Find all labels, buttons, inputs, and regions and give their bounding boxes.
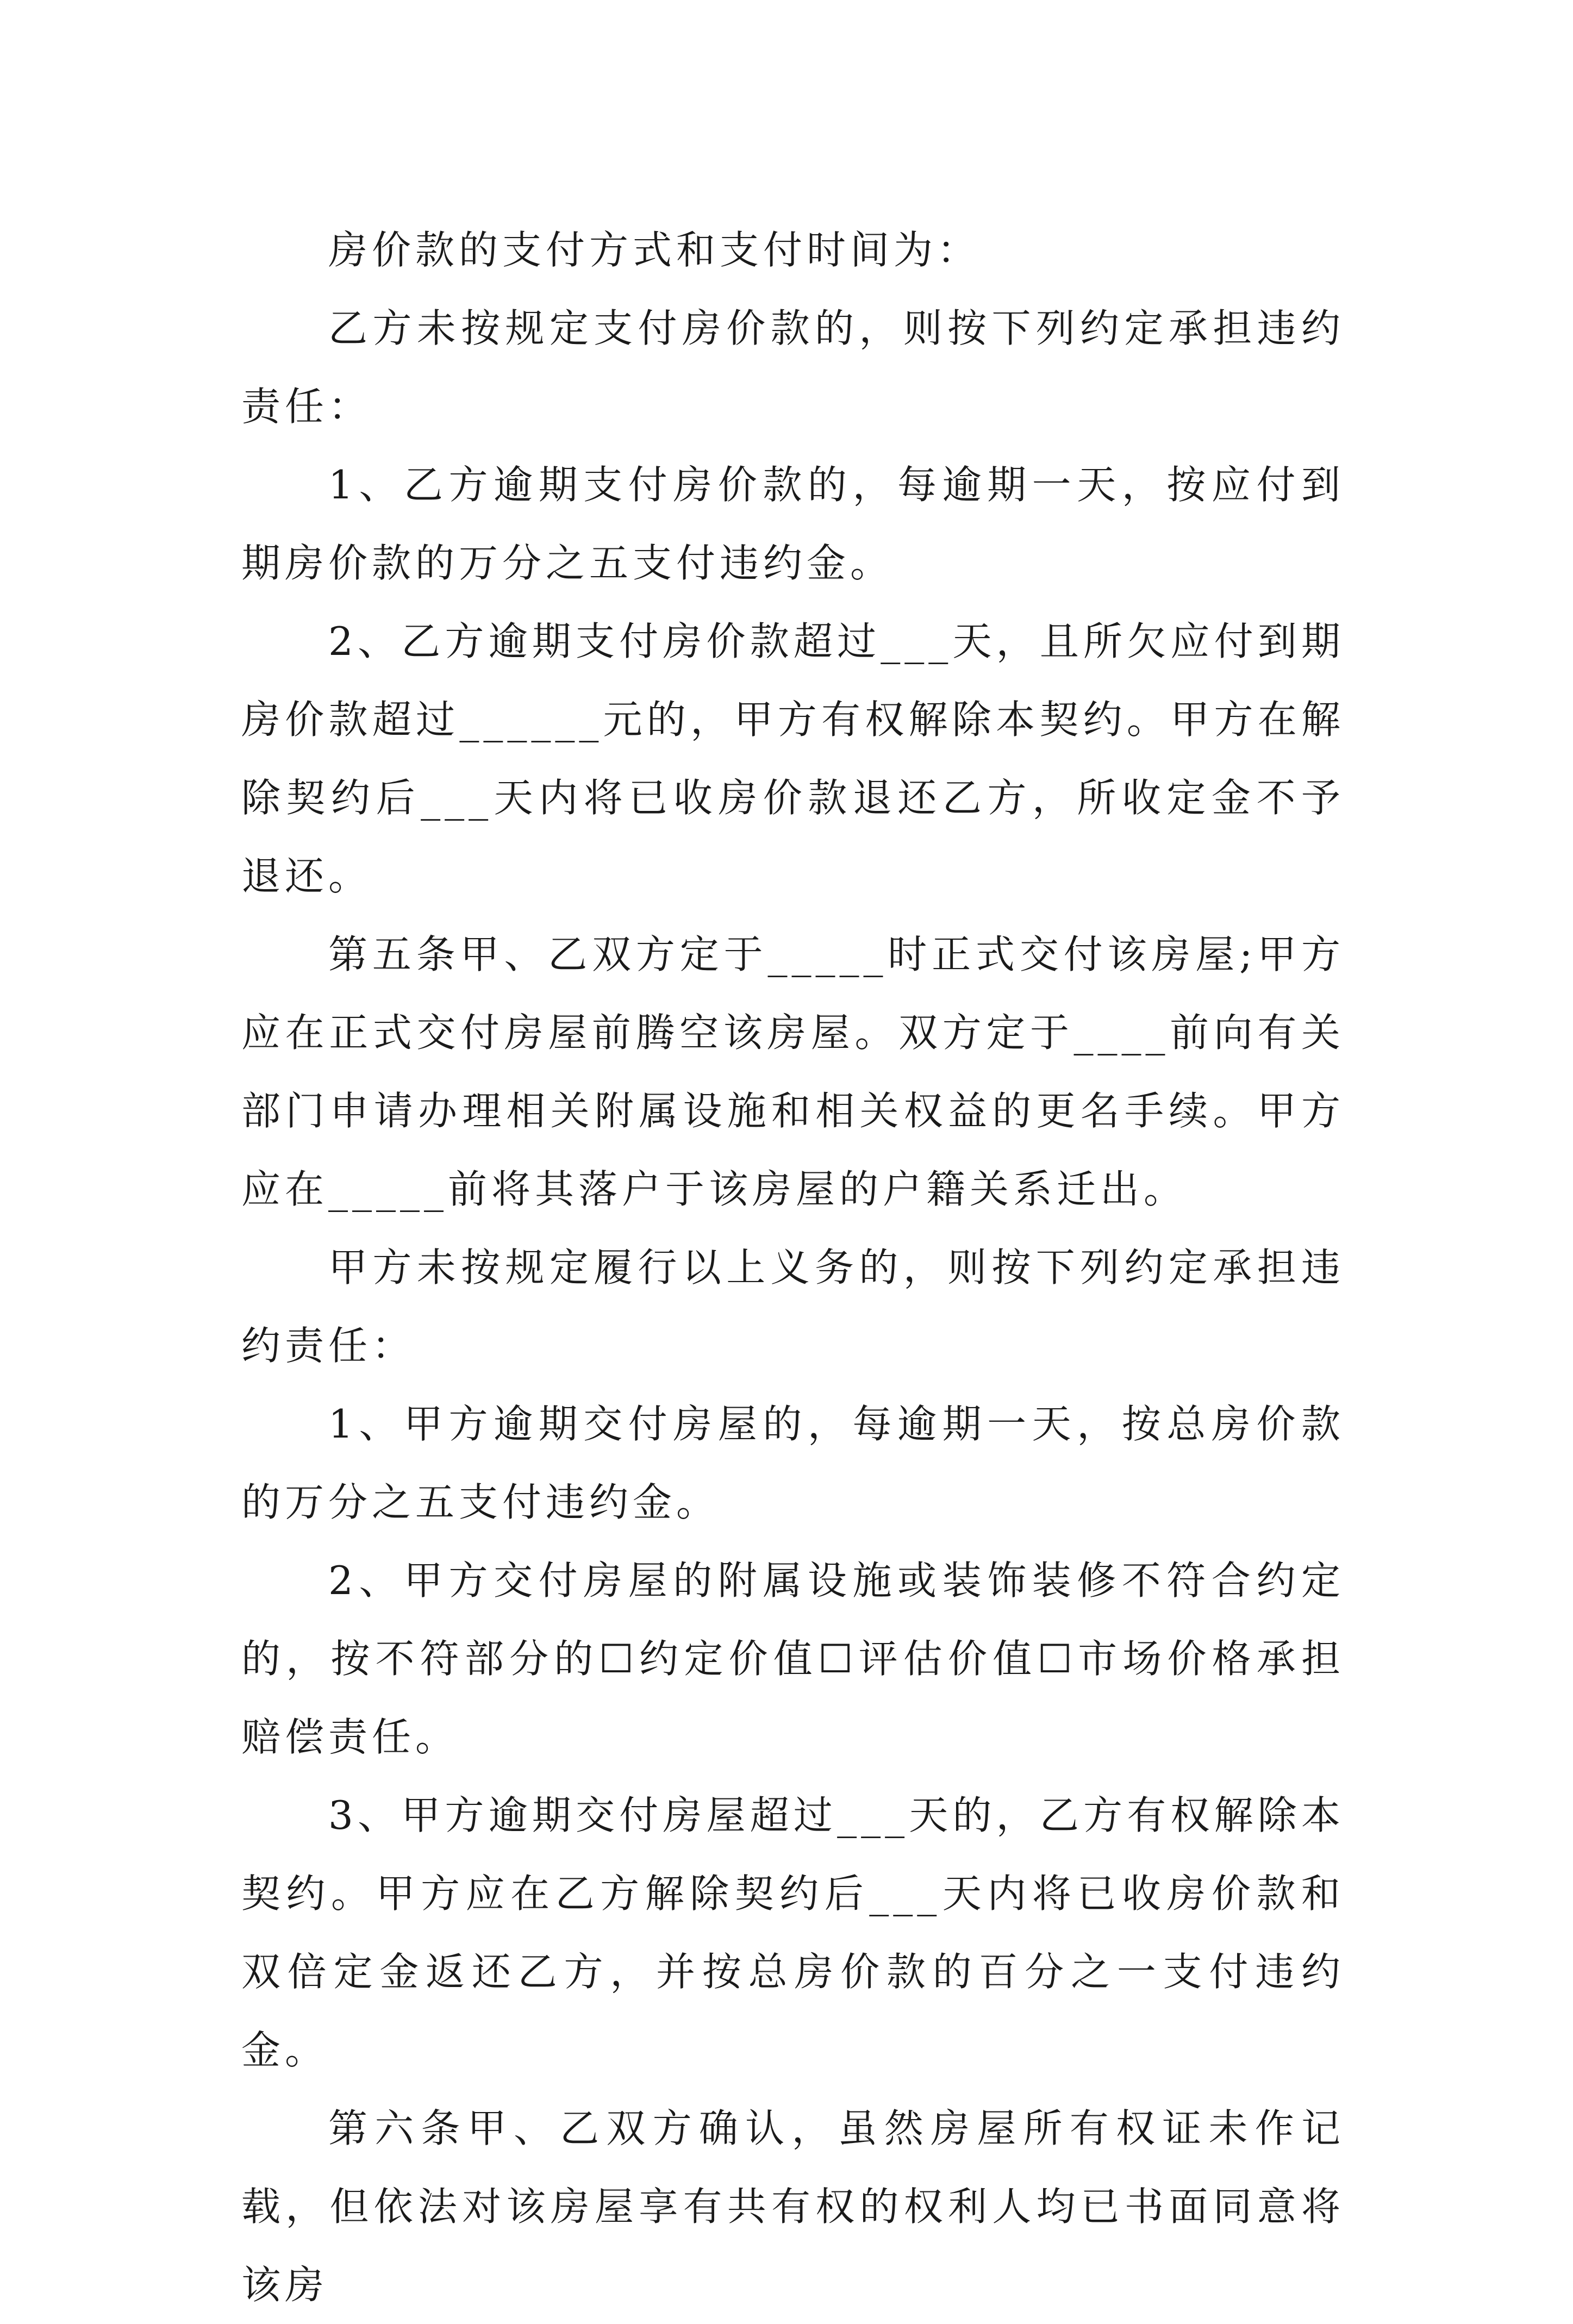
paragraph-seller-breach-intro: 甲方未按规定履行以上义务的，则按下列约定承担违约责任： bbox=[241, 1245, 1345, 1369]
paragraph-buyer-breach-1: 1、乙方逾期支付房价款的，每逾期一天，按应付到期房价款的万分之五支付违约金。 bbox=[241, 462, 1345, 586]
paragraph-article-6: 第六条甲、乙双方确认，虽然房屋所有权证未作记载，但依法对该房屋享有共有权的权利人均已书面同意将该房 bbox=[241, 2106, 1345, 2308]
paragraph-article-5: 第五条甲、乙双方定于_____时正式交付该房屋;甲方应在正式交付房屋前腾空该房屋。双方定于____前向有关部门申请办理相关附属设施和相关权益的更名手续。甲方应在_____前将其落户于该房屋的户籍关系迁出。 bbox=[241, 932, 1345, 1212]
paragraph-seller-breach-3: 3、甲方逾期交付房屋超过___天的，乙方有权解除本契约。甲方应在乙方解除契约后___天内将已收房价款和双倍定金返还乙方，并按总房价款的百分之一支付违约金。 bbox=[241, 1792, 1345, 2073]
paragraph-payment-method: 房价款的支付方式和支付时间为： bbox=[328, 227, 981, 273]
contract-body bbox=[241, 211, 1345, 2324]
paragraph-seller-breach-1: 1、甲方逾期交付房屋的，每逾期一天，按总房价款的万分之五支付违约金。 bbox=[241, 1401, 1345, 1525]
paragraph-buyer-breach-intro: 乙方未按规定支付房价款的，则按下列约定承担违约责任： bbox=[241, 305, 1345, 429]
paragraph-seller-breach-2: 2、甲方交付房屋的附属设施或装饰装修不符合约定的，按不符部分的☐约定价值☐评估价值☐市场价格承担赔偿责任。 bbox=[241, 1558, 1345, 1760]
paragraph-buyer-breach-2: 2、乙方逾期支付房价款超过___天，且所欠应付到期房价款超过______元的，甲方有权解除本契约。甲方在解除契约后___天内将已收房价款退还乙方，所收定金不予退还。 bbox=[241, 619, 1345, 899]
